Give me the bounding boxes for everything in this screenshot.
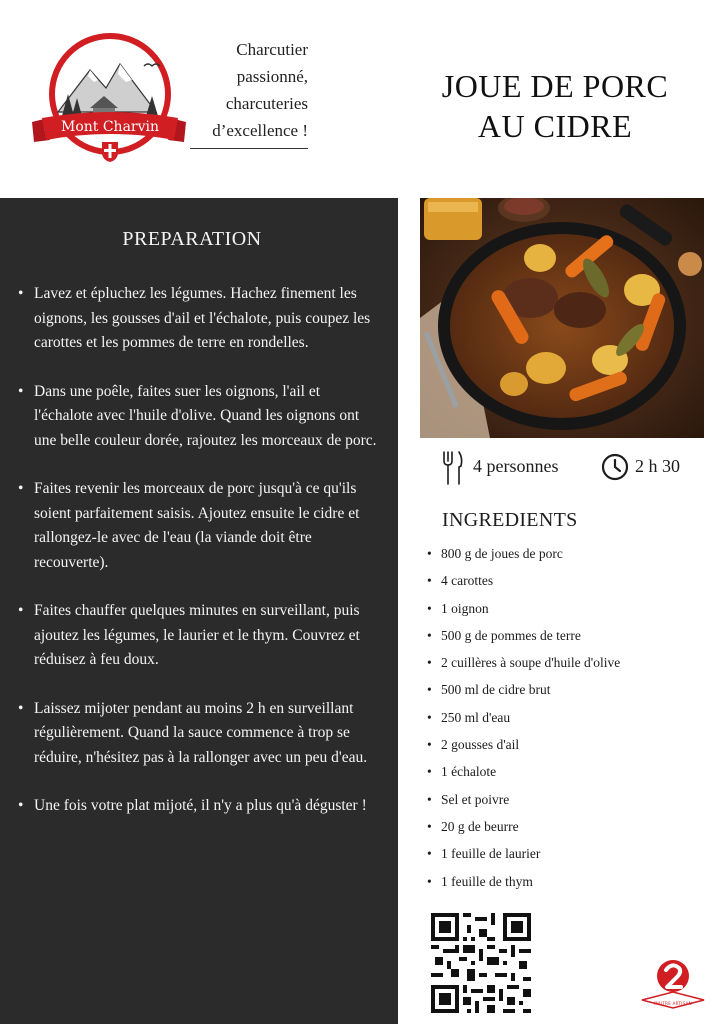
clock-icon <box>601 453 629 481</box>
cutlery-icon <box>442 450 464 486</box>
preparation-steps <box>18 282 382 843</box>
mont-charvin-logo <box>28 30 190 170</box>
recipe-title-line: JOUE DE PORC <box>441 68 669 104</box>
tagline <box>190 36 308 144</box>
dish-photo <box>420 198 704 438</box>
ingredient-item: • Sel et poivre <box>426 791 706 818</box>
qr-code-icon[interactable] <box>431 913 531 1013</box>
ingredient-item: • 2 gousses d'ail <box>426 736 706 763</box>
preparation-step: • Une fois votre plat mijoté, il n'y a plus qu'à déguster ! <box>18 794 382 819</box>
logo-text: Mont Charvin <box>60 119 160 135</box>
tagline-line: charcuteries <box>225 94 308 113</box>
preparation-title: PREPARATION <box>122 228 262 250</box>
artisan-label: MAITRE ARTISAN <box>654 1001 692 1006</box>
ingredient-item: • 250 ml d'eau <box>426 709 706 736</box>
ingredient-item: • 500 ml de cidre brut <box>426 681 706 708</box>
ingredients-title: INGREDIENTS <box>442 509 578 531</box>
recipe-title <box>410 66 700 146</box>
recipe-title-line: AU CIDRE <box>477 108 633 144</box>
ingredient-item: • 1 échalote <box>426 763 706 790</box>
ingredient-item: • 4 carottes <box>426 572 706 599</box>
preparation-panel <box>0 198 398 1024</box>
preparation-step: • Lavez et épluchez les légumes. Hachez finement les oignons, les gousses d'ail et l'échalote, puis coupez les carottes et les pommes de terre en rondelles. <box>18 282 382 356</box>
tagline-line: d’excellence ! <box>212 121 308 140</box>
ingredient-item: • 800 g de joues de porc <box>426 545 706 572</box>
ingredient-item: • 1 feuille de thym <box>426 873 706 900</box>
preparation-step: • Faites chauffer quelques minutes en surveillant, puis ajoutez les légumes, le laurier et le thym. Couvrez et réduisez à feu doux. <box>18 599 382 673</box>
tagline-line: passionné, <box>236 67 308 86</box>
recipe-info <box>442 450 702 486</box>
cooking-time: 2 h 30 <box>635 456 680 476</box>
tagline-divider <box>190 148 308 149</box>
ingredient-item: • 1 feuille de laurier <box>426 845 706 872</box>
preparation-step: • Laissez mijoter pendant au moins 2 h en surveillant régulièrement. Quand la sauce commence à trop se réduire, n'hésitez pas à la rallonger avec un peu d'eau. <box>18 697 382 771</box>
servings: 4 personnes <box>473 456 559 476</box>
ingredient-item: • 2 cuillères à soupe d'huile d'olive <box>426 654 706 681</box>
ingredient-item: • 500 g de pommes de terre <box>426 627 706 654</box>
preparation-step: • Dans une poêle, faites suer les oignons, l'ail et l'échalote avec l'huile d'olive. Quand les oignons ont une belle couleur dorée, rajoutez les morceaux de porc. <box>18 380 382 454</box>
tagline-line: Charcutier <box>236 40 308 59</box>
ingredient-item: • 20 g de beurre <box>426 818 706 845</box>
ingredients-list <box>426 545 706 900</box>
preparation-step: • Faites revenir les morceaux de porc jusqu'à ce qu'ils soient parfaitement saisis. Ajoutez ensuite le cidre et rallongez-le avec de l'eau (la viande doit être recouverte). <box>18 477 382 575</box>
ingredient-item: • 1 oignon <box>426 600 706 627</box>
